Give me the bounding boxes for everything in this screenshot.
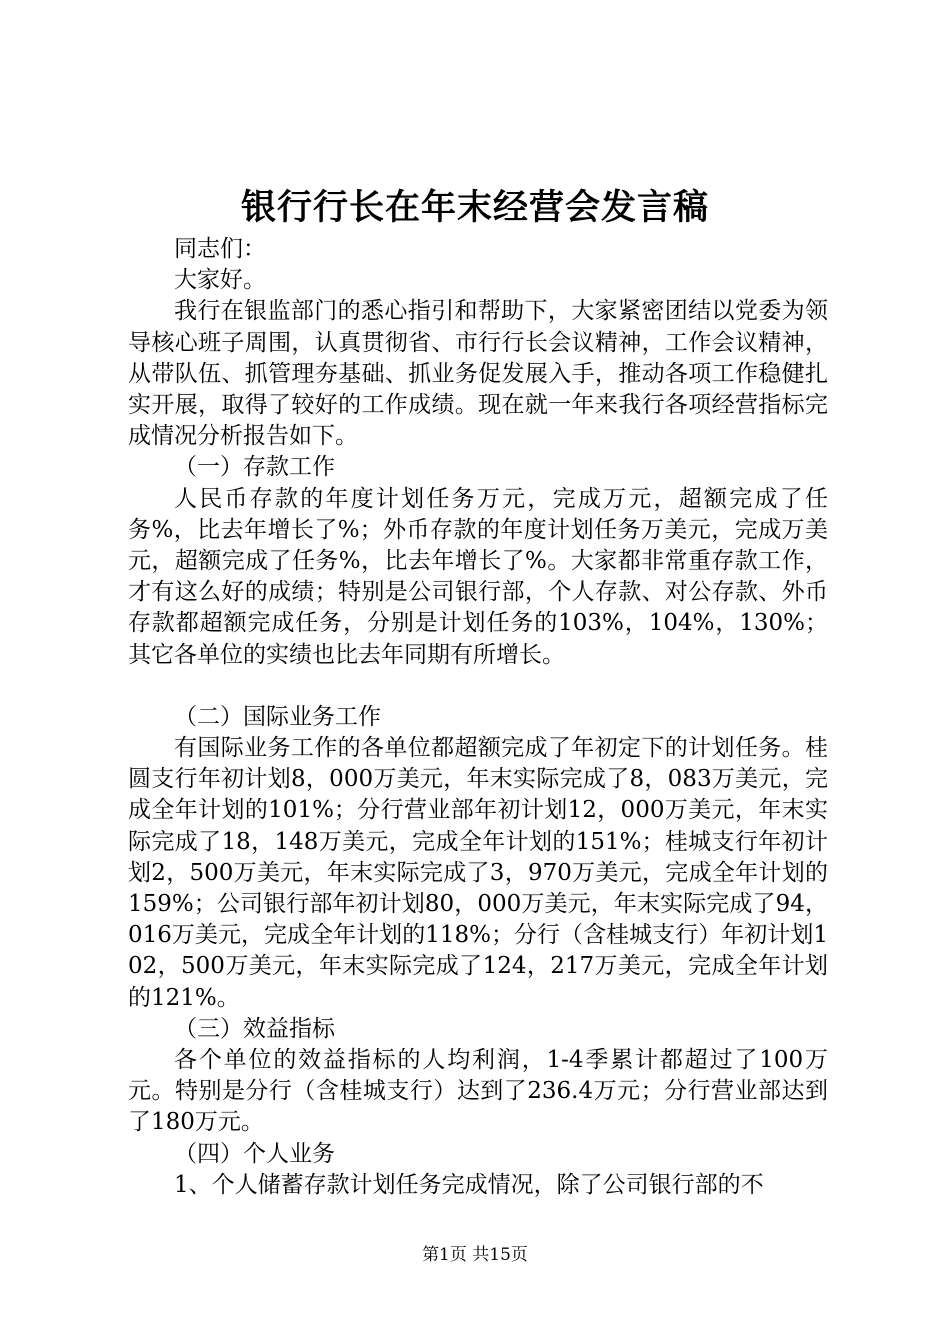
- paragraph-profit: 各个单位的效益指标的人均利润，1-4季累计都超过了100万元。特别是分行（含桂城支行）达到了236.4万元；分行营业部达到了180万元。: [128, 1047, 828, 1136]
- document-title: 银行行长在年末经营会发言稿: [240, 187, 709, 228]
- section-heading-deposits: （一）存款工作: [174, 454, 335, 481]
- section-heading-personal: （四）个人业务: [174, 1140, 335, 1167]
- paragraph-international: 有国际业务工作的各单位都超额完成了年初定下的计划任务。桂圆支行年初计划8，000万美元，年末实际完成了8，083万美元，完成全年计划的101%；分行营业部年初计划12，000万美元，年末实际完成了18，148万美元，完成全年计划的151%；桂城支行年初计划2，500万美元，年末实际完成了3，970万美元，完成全年计划的159%；公司银行部年初计划80，000万美元，年末实际完成了94，016万美元，完成全年计划的118%；分行（含桂城支行）年初计划102，500万美元，年末实际完成了124，217万美元，完成全年计划的121%。: [128, 735, 828, 1011]
- section-heading-international: （二）国际业务工作: [174, 703, 381, 730]
- paragraph-deposits: 人民币存款的年度计划任务万元，完成万元，超额完成了任务%，比去年增长了%；外币存款的年度计划任务万美元，完成万美元，超额完成了任务%，比去年增长了%。大家都非常重存款工作，才有这么好的成绩；特别是公司银行部，个人存款、对公存款、外币存款都超额完成任务，分别是计划任务的103%，104%，130%；其它各单位的实绩也比去年同期有所增长。: [128, 485, 828, 668]
- paragraph-salutation: 同志们：: [174, 236, 266, 262]
- paragraph-greeting: 大家好。: [174, 267, 266, 294]
- paragraph-spacer: [128, 671, 828, 702]
- section-heading-profit: （三）效益指标: [174, 1015, 335, 1042]
- document-body: [128, 234, 828, 1201]
- paragraph-intro: 我行在银监部门的悉心指引和帮助下，大家紧密团结以党委为领导核心班子周围，认真贯彻省、市行行长会议精神，工作会议精神，从带队伍、抓管理夯基础、抓业务促发展入手，推动各项工作稳健扎实开展，取得了较好的工作成绩。现在就一年来我行各项经营指标完成情况分析报告如下。: [128, 298, 828, 450]
- page-number: 第1页 共15页: [422, 1245, 528, 1265]
- paragraph-personal: 1、个人储蓄存款计划任务完成情况，除了公司银行部的不: [174, 1171, 764, 1198]
